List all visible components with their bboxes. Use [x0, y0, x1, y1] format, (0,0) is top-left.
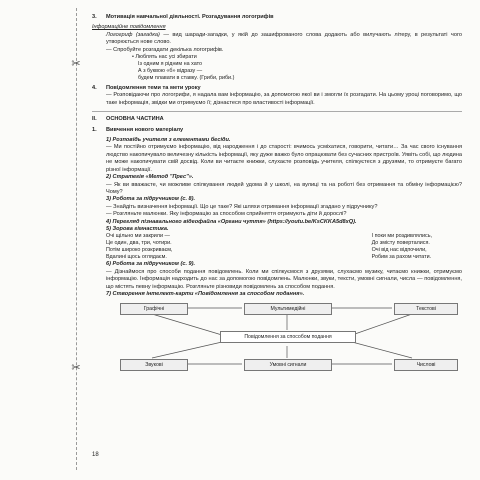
poem-left: Очі щільно ми закрили — Це один, два, три, чотири. Потім широко розкриваєм, Вдалині щось оглядаєм.	[106, 233, 173, 261]
page-number: 18	[92, 452, 99, 458]
info-rubric: Інформаційне повідомлення	[92, 24, 166, 31]
step-6-text: — Дізнаймося про способи подання повідомлень. Коли ми спілкуємося з друзями, слухаємо музику, читаємо книжки, отримуємо інформацію. Інформація надходить до нас за допомогою повідомлень. Малюнки, звуки, тексти, умовні сигнали, числа — повідомлення, що містять певну інформацію. Розгляньте різновиди повідомлень за способом подання.	[106, 268, 462, 290]
signals-box: Умовні сигнали	[244, 359, 332, 371]
step-7-heading: 7) Створення інтелект-карти «Повідомлення за способом подання».	[106, 290, 305, 297]
step-4-heading: 4) Перегляд пізнавального відеофайла «Органи чуття» (https://youtu.be/KsCKKA5d8xQ).	[106, 218, 357, 225]
step-3-text: — Знайдіть визначення інформації. Що це таке? Які шляхи отримання інформації згадано у підручнику?	[106, 203, 378, 210]
multimedia-box: Мультимедійні	[244, 303, 332, 315]
center-box: Повідомлення за способом подання	[220, 331, 356, 343]
definition: Логогриф (загадка) — вид шаради-загадки, у якій до зашифрованого слова додають або вилучають літеру, в результаті чого утворюється нове слово.	[106, 31, 462, 46]
step-3-heading: 3) Робота за підручником (с. 8).	[106, 196, 196, 203]
poem-right: І поки ми роздивлялись, До змісту поверталися. Очі від нас відпочили, Робим за рахом читати.	[371, 233, 432, 261]
eye-gymnastics-poem	[92, 233, 462, 261]
step-6-heading: 6) Робота за підручником (с. 9).	[106, 261, 196, 268]
divider	[92, 111, 462, 112]
step-1-heading: 1) Розповідь учителя з елементами бесіди.	[106, 137, 231, 144]
step-3-text-2: — Розгляньте малюнки. Яку інформацію за способом сприйняття отримують діти й дорослі?	[106, 211, 347, 218]
scissors-icon: ✂	[71, 58, 81, 70]
step-2-heading: 2) Стратегія «Метод "Прес"».	[106, 174, 194, 181]
step-5-heading: 5) Зорова гімнастика.	[106, 225, 169, 232]
section-3-heading: 3. Мотивація навчальної діяльності. Розгадування логогрифів	[92, 14, 274, 20]
task-text: — Спробуйте розгадати декілька логогрифів.	[106, 46, 224, 53]
section-4-heading: 4. Повідомлення теми та мети уроку	[92, 85, 201, 92]
numeric-box: Числові	[394, 359, 458, 371]
logogriph-poem: • Люблять нас усі збирати Із одним я рідним на хато А з буквою «б» відразу — будем плавати в ставку. (Гриби, риби.)	[132, 54, 235, 82]
graphic-box: Графічні	[120, 303, 188, 315]
cut-line	[76, 8, 77, 470]
step-1-text: — Ми постійно отримуємо інформацію, від народження і до старості: вчимось усміхатися, говорити, читати… За час свого існування людство накопичувало величезну кількість інформації, яку дуже важко було опрацювати без сучасних пристроїв. Уявіть собі, що людина не може накопичувати свій досвід. Коли ви читаєте книжки, слухаєте розповідь учителя, спілкуєтеся з друзями, то отримуєте багато різної інформації.	[106, 144, 462, 173]
scissors-icon: ✂	[71, 362, 81, 374]
main-part-heading: ІІ. ОСНОВНА ЧАСТИНА	[92, 116, 164, 123]
page-content	[92, 14, 462, 374]
new-material-heading: 1. Вивчення нового матеріалу	[92, 126, 184, 133]
step-2-text: — Як ви вважаєте, чи можливе спілкування людей удома й у школі, на вулиці та на роботі без отримання та обміну інформацією? Чому?	[106, 181, 462, 195]
section-4-text: — Розповідаючи про логогрифи, я надала вам інформацію, за допомогою якої ви і змогли їх розгадати. На цьому уроці поговоримо, що таке інформація, звідки ми отримуємо її; дізнаєтеся про властивості інформації.	[106, 92, 462, 106]
sound-box: Звукові	[120, 359, 188, 371]
text-box: Текстові	[394, 303, 458, 315]
mind-map-diagram	[92, 302, 462, 374]
